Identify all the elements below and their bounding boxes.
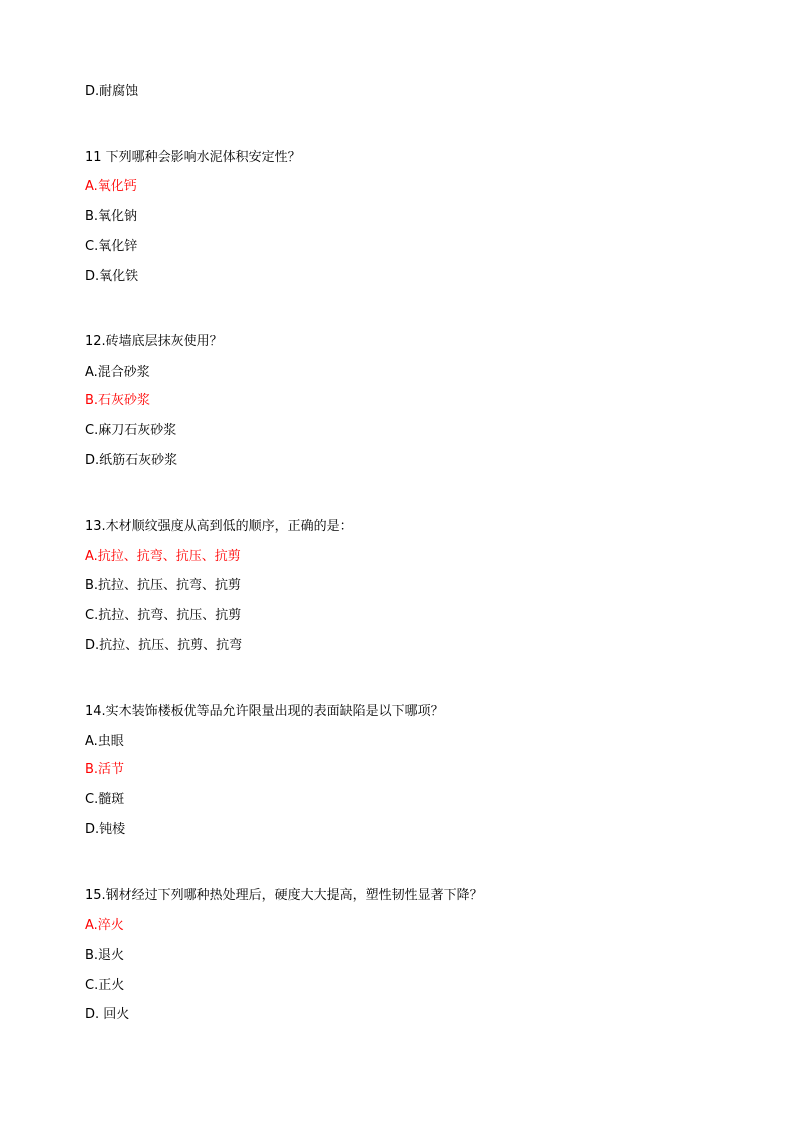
- question-11: 11 下列哪种会影响水泥体积安定性？: [85, 150, 301, 165]
- question-12: 12.砖墙底层抹灰使用？: [85, 334, 223, 349]
- q15-option-d: D. 回火: [85, 1007, 130, 1022]
- q11-option-d: D.氧化铁: [85, 269, 139, 284]
- question-14: 14.实木装饰楼板优等品允许限量出现的表面缺陷是以下哪项？: [85, 704, 444, 719]
- q11-option-a-correct: A.氧化钙: [85, 179, 137, 194]
- q12-option-b-correct: B.石灰砂浆: [85, 393, 151, 408]
- q13-option-b: B.抗拉、抗压、抗弯、抗剪: [85, 578, 242, 593]
- q14-option-c: C.髓斑: [85, 792, 125, 807]
- q12-option-c: C.麻刀石灰砂浆: [85, 423, 177, 438]
- q11-option-b: B.氧化钠: [85, 209, 138, 224]
- q12-option-a: A.混合砂浆: [85, 365, 150, 380]
- q15-option-c: C.正火: [85, 978, 125, 993]
- q12-option-d: D.纸筋石灰砂浆: [85, 453, 178, 468]
- q13-option-c: C.抗拉、抗弯、抗压、抗剪: [85, 608, 242, 623]
- question-15: 15.钢材经过下列哪种热处理后，硬度大大提高，塑性韧性显著下降？: [85, 888, 483, 903]
- q14-option-b-correct: B.活节: [85, 762, 125, 777]
- q14-option-d: D.钝棱: [85, 822, 126, 837]
- q10-option-d: D.耐腐蚀: [85, 84, 139, 99]
- q15-option-b: B.退火: [85, 948, 125, 963]
- question-13: 13.木材顺纹强度从高到低的顺序，正确的是：: [85, 519, 353, 534]
- q13-option-a-correct: A.抗拉、抗弯、抗压、抗剪: [85, 549, 241, 564]
- q13-option-d: D.抗拉、抗压、抗剪、抗弯: [85, 638, 243, 653]
- q15-option-a-correct: A.淬火: [85, 918, 124, 933]
- q14-option-a: A.虫眼: [85, 734, 124, 749]
- q11-option-c: C.氧化锌: [85, 239, 138, 254]
